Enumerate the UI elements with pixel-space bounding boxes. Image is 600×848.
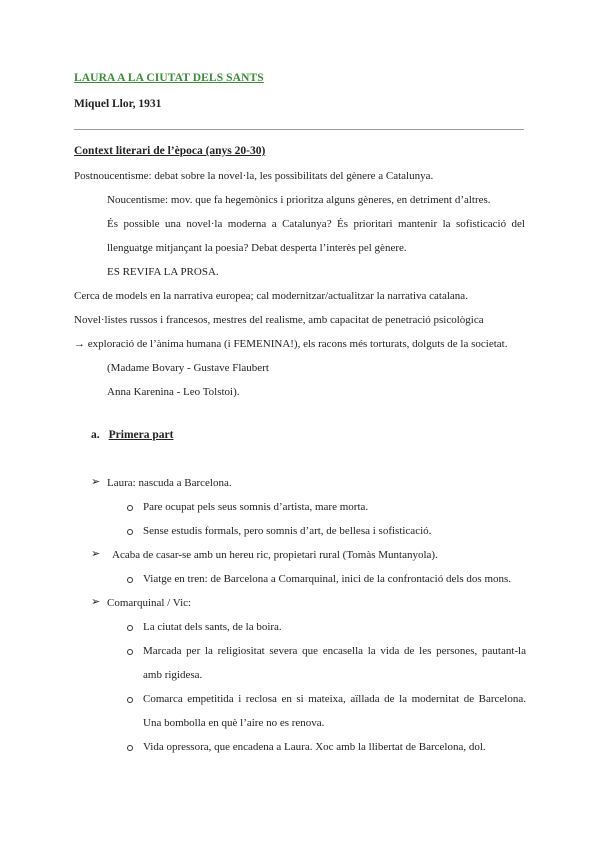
subitem-religiositat-line-1: Marcada per la religiositat severa que encasella la vida de les persones, pautant-la [143,645,526,657]
subsection-heading [91,429,173,441]
subitem-comarca-line-2: Una bombolla en què l’aire no es renova. [143,717,325,729]
paragraph-exploracio: → exploració de l’ànima humana (i FEMENINA!), els racons més torturats, dolguts de la societat. [74,338,508,350]
circle-bullet-icon [127,529,133,535]
document-title: LAURA A LA CIUTAT DELS SANTS [74,72,264,84]
paragraph-revifa-prosa: ES REVIFA LA PROSA. [107,266,219,278]
subitem-religiositat-line-2: amb rigidesa. [143,669,203,681]
section-title: Context literari de l’època (anys 20-30) [74,145,266,157]
horizontal-divider [74,129,524,130]
bullet-casar: Acaba de casar-se amb un hereu ric, propietari rural (Tomàs Muntanyola). [112,549,438,561]
circle-bullet-icon [127,625,133,631]
arrow-bullet-icon: ➢ [91,475,101,488]
subitem-viatge: Viatge en tren: de Barcelona a Comarquinal, inici de la confrontació dels dos mons. [143,573,512,585]
subsection-title: Primera part [108,429,174,441]
arrow-bullet-icon: ➢ [91,547,101,560]
paragraph-postnoucentisme: Postnoucentisme: debat sobre la novel·la, les possibilitats del gènere a Catalunya. [74,170,434,182]
paragraph-novelistes: Novel·listes russos i francesos, mestres del realisme, amb capacitat de penetració psicològica [74,314,484,326]
paragraph-question-line-2: llenguatge mitjançant la poesia? Debat desperta l’interès pel gènere. [107,242,407,254]
bullet-comarquinal: Comarquinal / Vic: [107,597,192,609]
subitem-comarca-line-1: Comarca empetitida i reclosa en si mateixa, aïllada de la modernitat de Barcelona. [143,693,526,705]
subitem-estudis: Sense estudis formals, pero somnis d’art, de bellesa i sofisticació. [143,525,432,537]
subitem-pare: Pare ocupat pels seus somnis d’artista, mare morta. [143,501,369,513]
paragraph-anna-karenina: Anna Karenina - Leo Tolstoi). [107,386,240,398]
circle-bullet-icon [127,577,133,583]
bullet-laura: Laura: nascuda a Barcelona. [107,477,232,489]
circle-bullet-icon [127,649,133,655]
subitem-vida-opressora: Vida opressora, que encadena a Laura. Xoc amb la llibertat de Barcelona, dol. [143,741,486,753]
circle-bullet-icon [127,745,133,751]
paragraph-models: Cerca de models en la narrativa europea; cal modernitzar/actualitzar la narrativa catalana. [74,290,468,302]
paragraph-madame-bovary: (Madame Bovary - Gustave Flaubert [107,362,269,374]
subsection-label: a. [91,429,100,441]
document-author: Miquel Llor, 1931 [74,98,162,110]
subitem-ciutat-sants: La ciutat dels sants, de la boira. [143,621,282,633]
circle-bullet-icon [127,697,133,703]
paragraph-noucentisme: Noucentisme: mov. que fa hegemònics i prioritza alguns gèneres, en detriment d’altres. [107,194,491,206]
circle-bullet-icon [127,505,133,511]
arrow-bullet-icon: ➢ [91,595,101,608]
paragraph-question-line-1: És possible una novel·la moderna a Catalunya? És prioritari mantenir la sofisticació del [107,218,525,230]
